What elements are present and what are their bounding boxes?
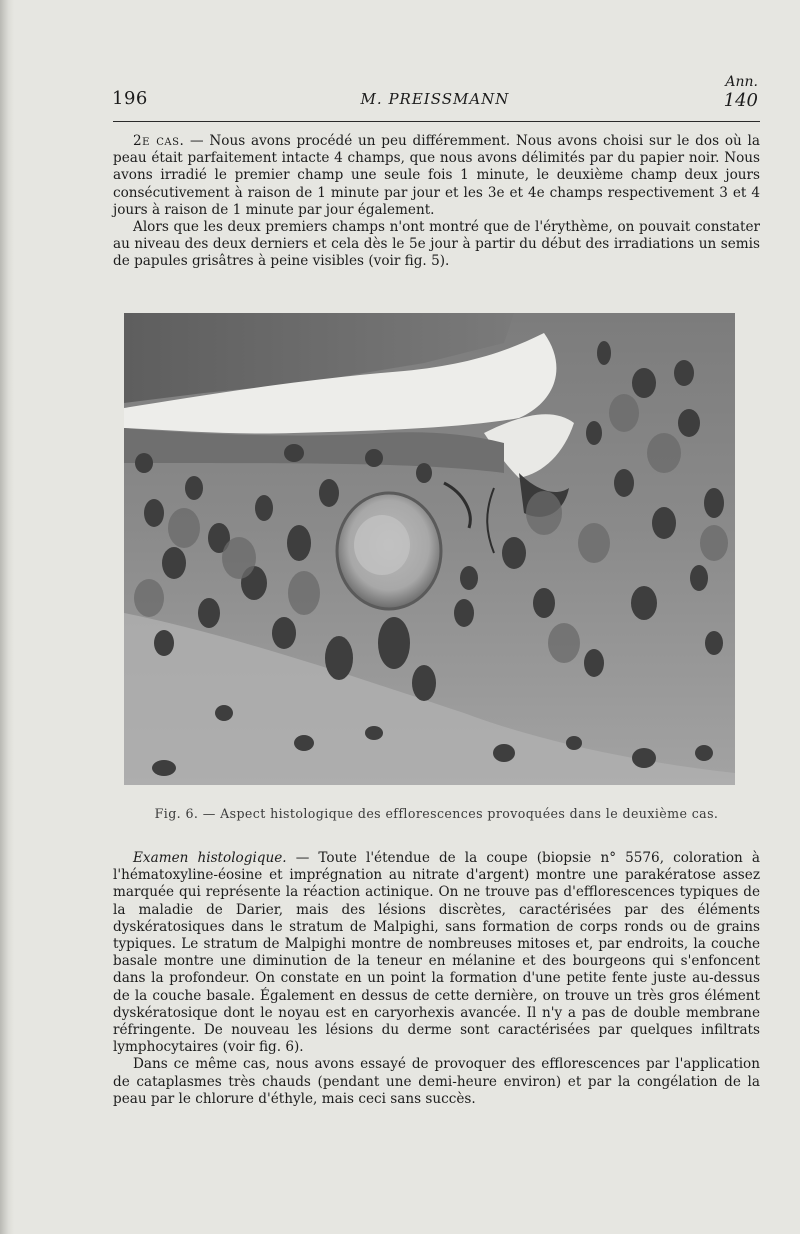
section-histology <box>113 850 760 1108</box>
paragraph: Dans ce même cas, nous avons essayé de provoquer des efflorescences par l'application de cataplasmes très chauds (pendant une demi-heure environ) et par la congélation de la peau par le chlorure d'éthyle, mais ceci sans succès. <box>113 1056 760 1107</box>
paragraph-text: — Toute l'étendue de la coupe (biopsie n° 5576, coloration à l'hématoxyline-éosine et imprégnation au nitrate d'argent) montre une parakératose assez marquée qui représente la réaction actinique. On ne trouve pas d'efflorescences typiques de la maladie de Darier, mais des lésions discrètes, caractérisées par des éléments dyskératosiques dans le stratum de Malpighi, sans formation de corps ronds ou de grains typiques. Le stratum de Malpighi montre de nombreuses mitoses et, par endroits, la couche basale montre une diminution de la teneur en mélanine et des bourgeons qui s'enfoncent dans la profondeur. On constate en un point la formation d'une petite fente juste au-dessus de la couche basale. Également en dessus de cette dernière, on trouve un très gros élément dyskératosique dont le noyau est en caryorhexis avancée. Il n'y a pas de double membrane réfringente. De nouveau les lésions du derme sont caractérisées par quelques infiltrats lymphocytaires (voir fig. 6). <box>113 850 760 1056</box>
paragraph <box>113 133 760 219</box>
paragraph: Alors que les deux premiers champs n'ont montré que de l'érythème, on pouvait constater au niveau des deux derniers et cela dès le 5e jour à partir du début des irradiations un semis de papules grisâtres à peine visibles (voir fig. 5). <box>113 219 760 270</box>
histology-photograph <box>124 313 735 785</box>
running-title: M. PREISSMANN <box>360 90 510 108</box>
header-rule <box>113 121 760 122</box>
journal-volume: 140 <box>723 90 758 111</box>
page-header <box>110 74 760 120</box>
section-lead: Examen histologique. <box>133 850 287 866</box>
section-case-2 <box>113 133 760 271</box>
journal-abbreviation: Ann. <box>725 74 758 90</box>
paragraph-text: — Nous avons procédé un peu différemment. Nous avons choisi sur le dos où la peau était parfaitement intacte 4 champs, que nous avons délimités par du papier noir. Nous avons irradié le premier champ une seule fois 1 minute, le deuxième champ deux jours consécutivement à raison de 1 minute par jour et les 3e et 4e champs respectivement 3 et 4 jours à raison de 1 minute par jour également. <box>113 133 760 218</box>
case-label: 2e cas. <box>133 133 185 149</box>
page-number: 196 <box>112 88 148 109</box>
page-edge-shadow <box>0 0 14 1234</box>
micrograph-image <box>124 313 735 785</box>
paragraph <box>113 850 760 1056</box>
figure-caption: Fig. 6. — Aspect histologique des efflorescences provoquées dans le deuxième cas. <box>154 806 719 821</box>
